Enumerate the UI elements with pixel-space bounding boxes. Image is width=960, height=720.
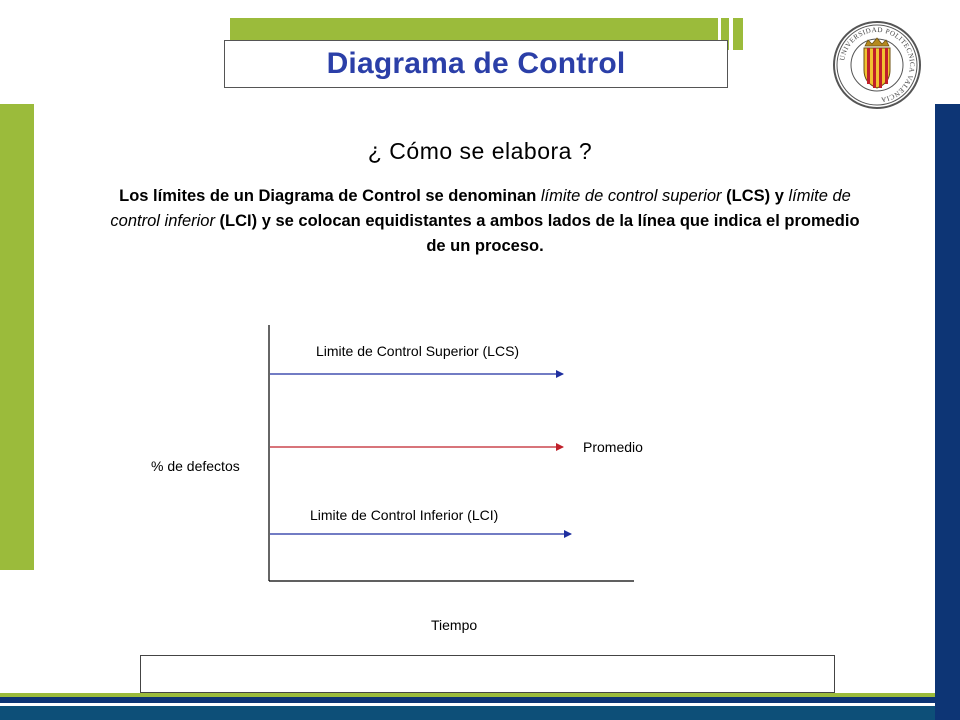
paragraph-emphasis: límite de control superior [540,187,722,205]
x-axis-label: Tiempo [431,617,478,633]
paragraph-text: (LCS) y [721,187,789,205]
description-paragraph [100,184,870,259]
paragraph-text: Los límites de un Diagrama de Control se denominan [119,187,541,205]
average-label: Promedio [583,439,643,455]
right-accent-bar [935,104,960,720]
y-axis-label: % de defectos [151,458,240,474]
title-box [224,40,728,88]
bottom-stripe [0,706,935,720]
section-subtitle: ¿ Cómo se elabora ? [367,138,593,164]
paragraph-text: (LCI) y se colocan equidistantes a ambos lados de la línea que indica el promedio de un proceso. [214,212,860,255]
paragraph-emphasis: límite de control inferior [110,187,851,230]
page-title: Diagrama de Control [326,47,626,80]
seal-lettering: UNIVERSIDAD POLITECNICA VALENCIA [838,25,917,104]
university-seal-icon [832,20,922,110]
upper-limit-label: Limite de Control Superior (LCS) [316,343,520,359]
footer-box [140,655,835,693]
top-accent-stripe [733,18,743,50]
lower-limit-label: Limite de Control Inferior (LCI) [310,507,499,523]
left-accent-bar [0,104,34,570]
